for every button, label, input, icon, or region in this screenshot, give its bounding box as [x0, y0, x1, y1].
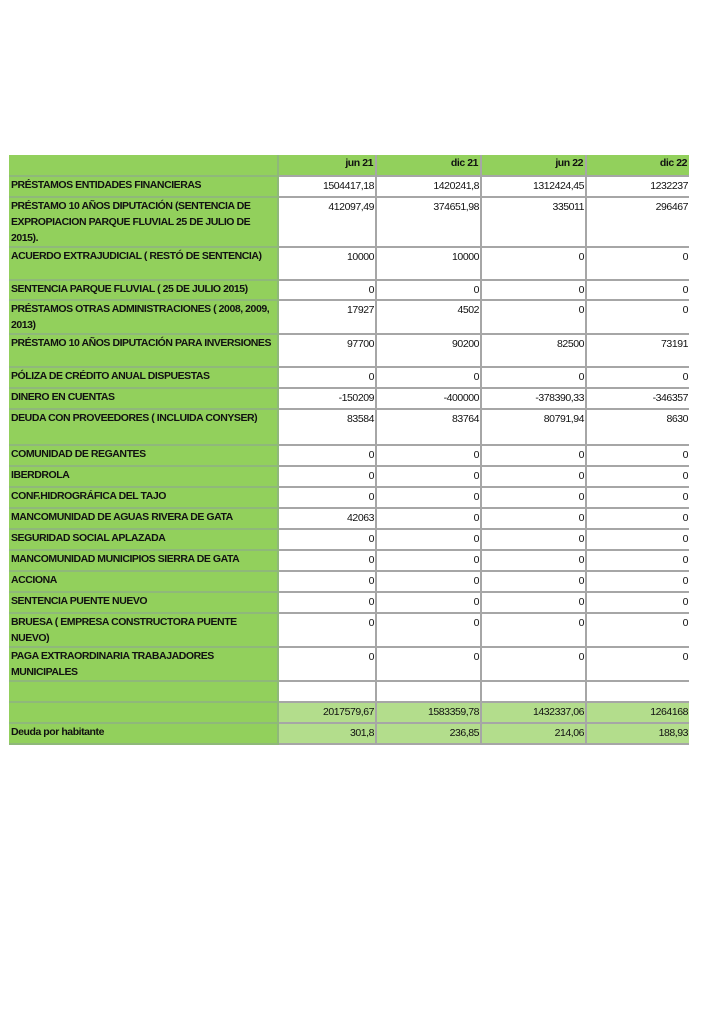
- row-label: COMUNIDAD DE REGANTES: [9, 445, 278, 466]
- value-cell: 0: [278, 613, 376, 647]
- value-cell: 0: [481, 367, 586, 388]
- value-cell: 73191: [586, 334, 689, 367]
- table-row: [9, 300, 689, 334]
- table-row: [9, 550, 689, 571]
- value-cell: 335011: [481, 197, 586, 247]
- value-cell: 0: [376, 487, 481, 508]
- value-cell: 0: [481, 445, 586, 466]
- row-label: SENTENCIA PUENTE NUEVO: [9, 592, 278, 613]
- row-label: SENTENCIA PARQUE FLUVIAL ( 25 DE JULIO 2015): [9, 280, 278, 300]
- row-label: PAGA EXTRAORDINARIA TRABAJADORES MUNICIPALES: [9, 647, 278, 681]
- value-cell: -378390,33: [481, 388, 586, 409]
- value-cell: 0: [586, 550, 689, 571]
- table-row: [9, 409, 689, 445]
- value-cell: 0: [278, 280, 376, 300]
- value-cell: 0: [376, 367, 481, 388]
- value-cell: 0: [481, 592, 586, 613]
- row-label: PRÉSTAMO 10 AÑOS DIPUTACIÓN (SENTENCIA DE EXPROPIACION PARQUE FLUVIAL 25 DE JULIO DE 2015).: [9, 197, 278, 247]
- value-cell: 236,85: [376, 723, 481, 744]
- value-cell: 0: [278, 571, 376, 592]
- table-row: [9, 487, 689, 508]
- row-label: PRÉSTAMOS OTRAS ADMINISTRACIONES ( 2008, 2009, 2013): [9, 300, 278, 334]
- value-cell: 2017579,67: [278, 702, 376, 723]
- value-cell: 0: [278, 529, 376, 550]
- value-cell: 0: [481, 247, 586, 280]
- value-cell: 1312424,45: [481, 176, 586, 197]
- value-cell: 374651,98: [376, 197, 481, 247]
- value-cell: 0: [481, 487, 586, 508]
- value-cell: 83764: [376, 409, 481, 445]
- column-header: jun 21: [278, 155, 376, 176]
- value-cell: 0: [481, 647, 586, 681]
- row-label: ACCIONA: [9, 571, 278, 592]
- value-cell: 82500: [481, 334, 586, 367]
- row-label: MANCOMUNIDAD DE AGUAS RIVERA DE GATA: [9, 508, 278, 529]
- table-row: [9, 280, 689, 300]
- table-row: [9, 247, 689, 280]
- row-label: CONF.HIDROGRÁFICA DEL TAJO: [9, 487, 278, 508]
- column-header: jun 22: [481, 155, 586, 176]
- value-cell: 90200: [376, 334, 481, 367]
- value-cell: 0: [586, 300, 689, 334]
- row-label: [9, 702, 278, 723]
- value-cell: 0: [586, 571, 689, 592]
- value-cell: 0: [586, 592, 689, 613]
- row-label: IBERDROLA: [9, 466, 278, 487]
- value-cell: 1232237: [586, 176, 689, 197]
- value-cell: 0: [481, 300, 586, 334]
- value-cell: 0: [586, 613, 689, 647]
- value-cell: 0: [376, 592, 481, 613]
- header-corner-cell: [9, 155, 278, 176]
- value-cell: 0: [481, 613, 586, 647]
- table-row: [9, 529, 689, 550]
- value-cell: 97700: [278, 334, 376, 367]
- row-label: Deuda por habitante: [9, 723, 278, 744]
- value-cell: 0: [278, 550, 376, 571]
- value-cell: 80791,94: [481, 409, 586, 445]
- value-cell: [481, 681, 586, 702]
- value-cell: 4502: [376, 300, 481, 334]
- value-cell: 0: [586, 647, 689, 681]
- value-cell: 0: [481, 466, 586, 487]
- value-cell: 0: [586, 529, 689, 550]
- table-row: [9, 592, 689, 613]
- value-cell: 42063: [278, 508, 376, 529]
- row-label: PRÉSTAMO 10 AÑOS DIPUTACIÓN PARA INVERSIONES: [9, 334, 278, 367]
- row-label: ACUERDO EXTRAJUDICIAL ( RESTÓ DE SENTENCIA): [9, 247, 278, 280]
- row-label: SEGURIDAD SOCIAL APLAZADA: [9, 529, 278, 550]
- table-row: [9, 334, 689, 367]
- value-cell: 0: [586, 280, 689, 300]
- value-cell: 10000: [278, 247, 376, 280]
- value-cell: [586, 681, 689, 702]
- row-label: DEUDA CON PROVEEDORES ( INCLUIDA CONYSER): [9, 409, 278, 445]
- value-cell: 0: [376, 571, 481, 592]
- value-cell: 0: [586, 487, 689, 508]
- value-cell: 0: [481, 280, 586, 300]
- row-label: DINERO EN CUENTAS: [9, 388, 278, 409]
- table-row: [9, 647, 689, 681]
- value-cell: 0: [376, 647, 481, 681]
- table-row: [9, 681, 689, 702]
- value-cell: 0: [481, 571, 586, 592]
- row-label: PÓLIZA DE CRÉDITO ANUAL DISPUESTAS: [9, 367, 278, 388]
- value-cell: 10000: [376, 247, 481, 280]
- value-cell: 1264168: [586, 702, 689, 723]
- value-cell: 0: [481, 508, 586, 529]
- value-cell: 1420241,8: [376, 176, 481, 197]
- value-cell: 0: [278, 367, 376, 388]
- value-cell: 301,8: [278, 723, 376, 744]
- debt-table: [9, 155, 689, 745]
- table-row: [9, 176, 689, 197]
- value-cell: 0: [376, 550, 481, 571]
- value-cell: -150209: [278, 388, 376, 409]
- value-cell: 0: [376, 280, 481, 300]
- value-cell: 0: [278, 445, 376, 466]
- table-row: [9, 388, 689, 409]
- value-cell: 0: [586, 247, 689, 280]
- value-cell: 1583359,78: [376, 702, 481, 723]
- value-cell: 8630: [586, 409, 689, 445]
- value-cell: 0: [278, 487, 376, 508]
- value-cell: 0: [376, 466, 481, 487]
- column-header: dic 21: [376, 155, 481, 176]
- row-label: MANCOMUNIDAD MUNICIPIOS SIERRA DE GATA: [9, 550, 278, 571]
- value-cell: 0: [278, 647, 376, 681]
- value-cell: 83584: [278, 409, 376, 445]
- table-row: [9, 367, 689, 388]
- value-cell: 0: [278, 466, 376, 487]
- value-cell: 214,06: [481, 723, 586, 744]
- total-row: [9, 702, 689, 723]
- header-row: [9, 155, 689, 176]
- table-row: [9, 445, 689, 466]
- value-cell: 188,93: [586, 723, 689, 744]
- table-row: [9, 571, 689, 592]
- table-row: [9, 197, 689, 247]
- row-label: [9, 681, 278, 702]
- value-cell: 0: [586, 445, 689, 466]
- value-cell: 17927: [278, 300, 376, 334]
- table-row: [9, 508, 689, 529]
- value-cell: 0: [376, 508, 481, 529]
- value-cell: 0: [481, 529, 586, 550]
- value-cell: 0: [586, 508, 689, 529]
- value-cell: 1504417,18: [278, 176, 376, 197]
- value-cell: 0: [376, 529, 481, 550]
- table-row: [9, 613, 689, 647]
- value-cell: 296467: [586, 197, 689, 247]
- row-label: BRUESA ( EMPRESA CONSTRUCTORA PUENTE NUEVO): [9, 613, 278, 647]
- value-cell: 0: [278, 592, 376, 613]
- value-cell: 0: [376, 445, 481, 466]
- value-cell: 0: [586, 367, 689, 388]
- value-cell: 0: [376, 613, 481, 647]
- value-cell: -346357: [586, 388, 689, 409]
- value-cell: 0: [481, 550, 586, 571]
- value-cell: [376, 681, 481, 702]
- table-row: [9, 466, 689, 487]
- value-cell: 412097,49: [278, 197, 376, 247]
- value-cell: [278, 681, 376, 702]
- value-cell: -400000: [376, 388, 481, 409]
- row-label: PRÉSTAMOS ENTIDADES FINANCIERAS: [9, 176, 278, 197]
- value-cell: 1432337,06: [481, 702, 586, 723]
- column-header: dic 22: [586, 155, 689, 176]
- per-capita-row: [9, 723, 689, 744]
- value-cell: 0: [586, 466, 689, 487]
